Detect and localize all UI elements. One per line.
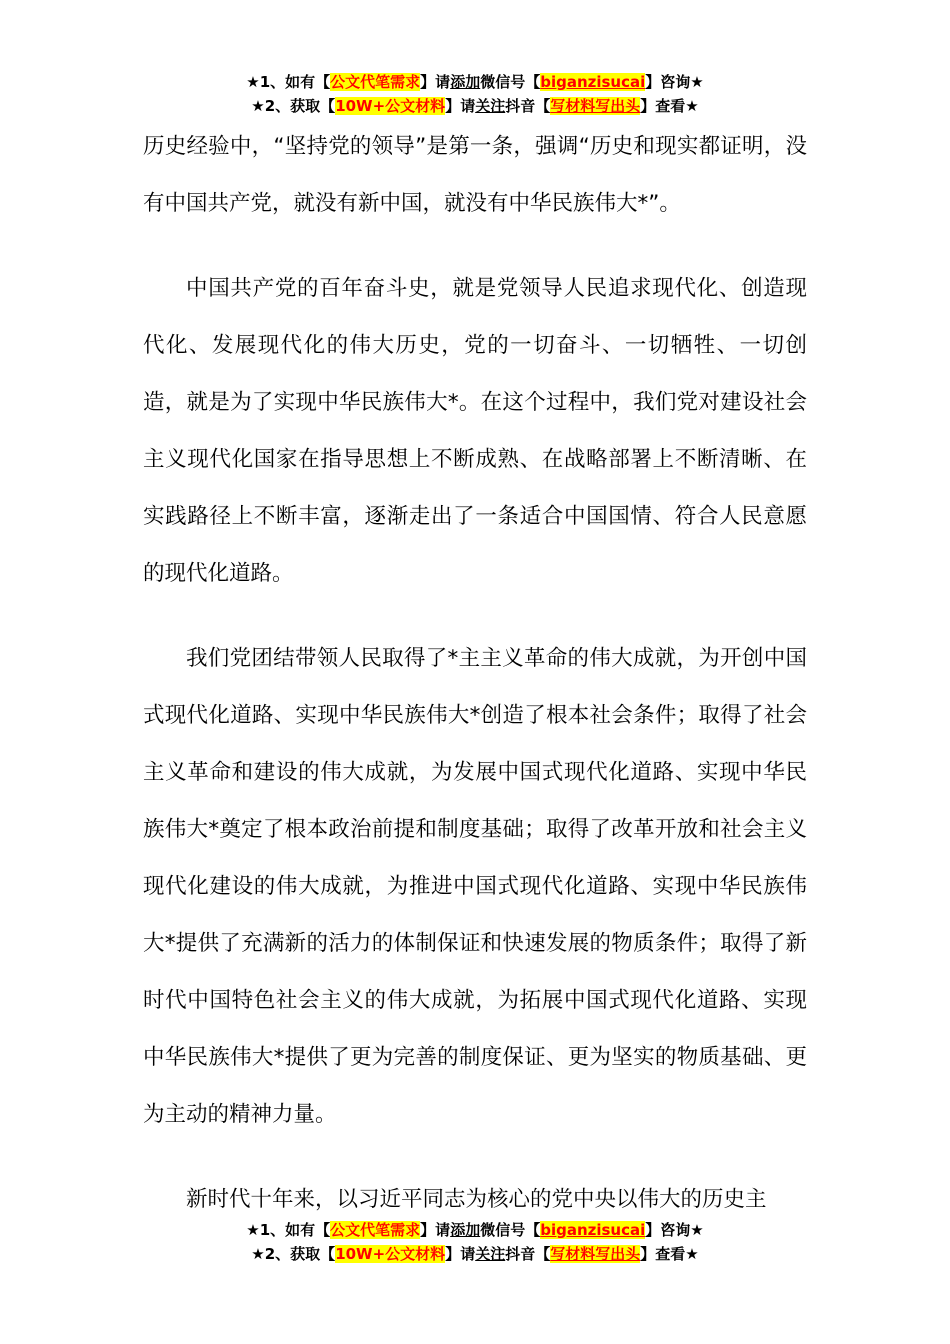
- highlight-materials: 10W+公文材料: [335, 1245, 446, 1263]
- highlight-wechat-id: biganzisucai: [540, 1221, 646, 1239]
- emphasis-add: 添加: [450, 73, 481, 91]
- banner-line-2: ★2、获取【10W+公文材料】请关注抖音【写材料写出头】查看★: [251, 1245, 699, 1263]
- document-body: [143, 118, 807, 1228]
- paragraph: 新时代十年来，以习近平同志为核心的党中央以伟大的历史主: [186, 1187, 767, 1212]
- banner-line-1: ★1、如有【公文代笔需求】请添加微信号【biganzisucai】咨询★: [246, 73, 704, 91]
- banner-line-2: ★2、获取【10W+公文材料】请关注抖音【写材料写出头】查看★: [251, 97, 699, 115]
- emphasis-follow: 关注: [475, 1245, 506, 1263]
- highlight-materials: 10W+公文材料: [335, 97, 446, 115]
- paragraph: 中国共产党的百年奋斗史，就是党领导人民追求现代化、创造现代化、发展现代化的伟大历史，党的一切奋斗、一切牺牲、一切创造，就是为了实现中华民族伟大*。在这个过程中，我们党对建设社会主义现代化国家在指导思想上不断成熟、在战略部署上不断清晰、在实践路径上不断丰富，逐渐走出了一条适合中国国情、符合人民意愿的现代化道路。: [143, 276, 807, 586]
- footer-banner: [0, 1218, 950, 1266]
- highlight-douyin-account: 写材料写出头: [550, 97, 641, 115]
- highlight-douyin-account: 写材料写出头: [550, 1245, 641, 1263]
- banner-line-1: ★1、如有【公文代笔需求】请添加微信号【biganzisucai】咨询★: [246, 1221, 704, 1239]
- emphasis-follow: 关注: [475, 97, 506, 115]
- highlight-wechat-id: biganzisucai: [540, 73, 646, 91]
- highlight-service: 公文代笔需求: [330, 1221, 421, 1239]
- paragraph: 历史经验中，“坚持党的领导”是第一条，强调“历史和现实都证明，没有中国共产党，就没有新中国，就没有中华民族伟大*”。: [143, 134, 807, 216]
- highlight-service: 公文代笔需求: [330, 73, 421, 91]
- emphasis-add: 添加: [450, 1221, 481, 1239]
- header-banner: [0, 70, 950, 118]
- paragraph: 我们党团结带领人民取得了*主主义革命的伟大成就，为开创中国式现代化道路、实现中华民族伟大*创造了根本社会条件；取得了社会主义革命和建设的伟大成就，为发展中国式现代化道路、实现中华民族伟大*奠定了根本政治前提和制度基础；取得了改革开放和社会主义现代化建设的伟大成就，为推进中国式现代化道路、实现中华民族伟大*提供了充满新的活力的体制保证和快速发展的物质条件；取得了新时代中国特色社会主义的伟大成就，为拓展中国式现代化道路、实现中华民族伟大*提供了更为完善的制度保证、更为坚实的物质基础、更为主动的精神力量。: [143, 646, 807, 1127]
